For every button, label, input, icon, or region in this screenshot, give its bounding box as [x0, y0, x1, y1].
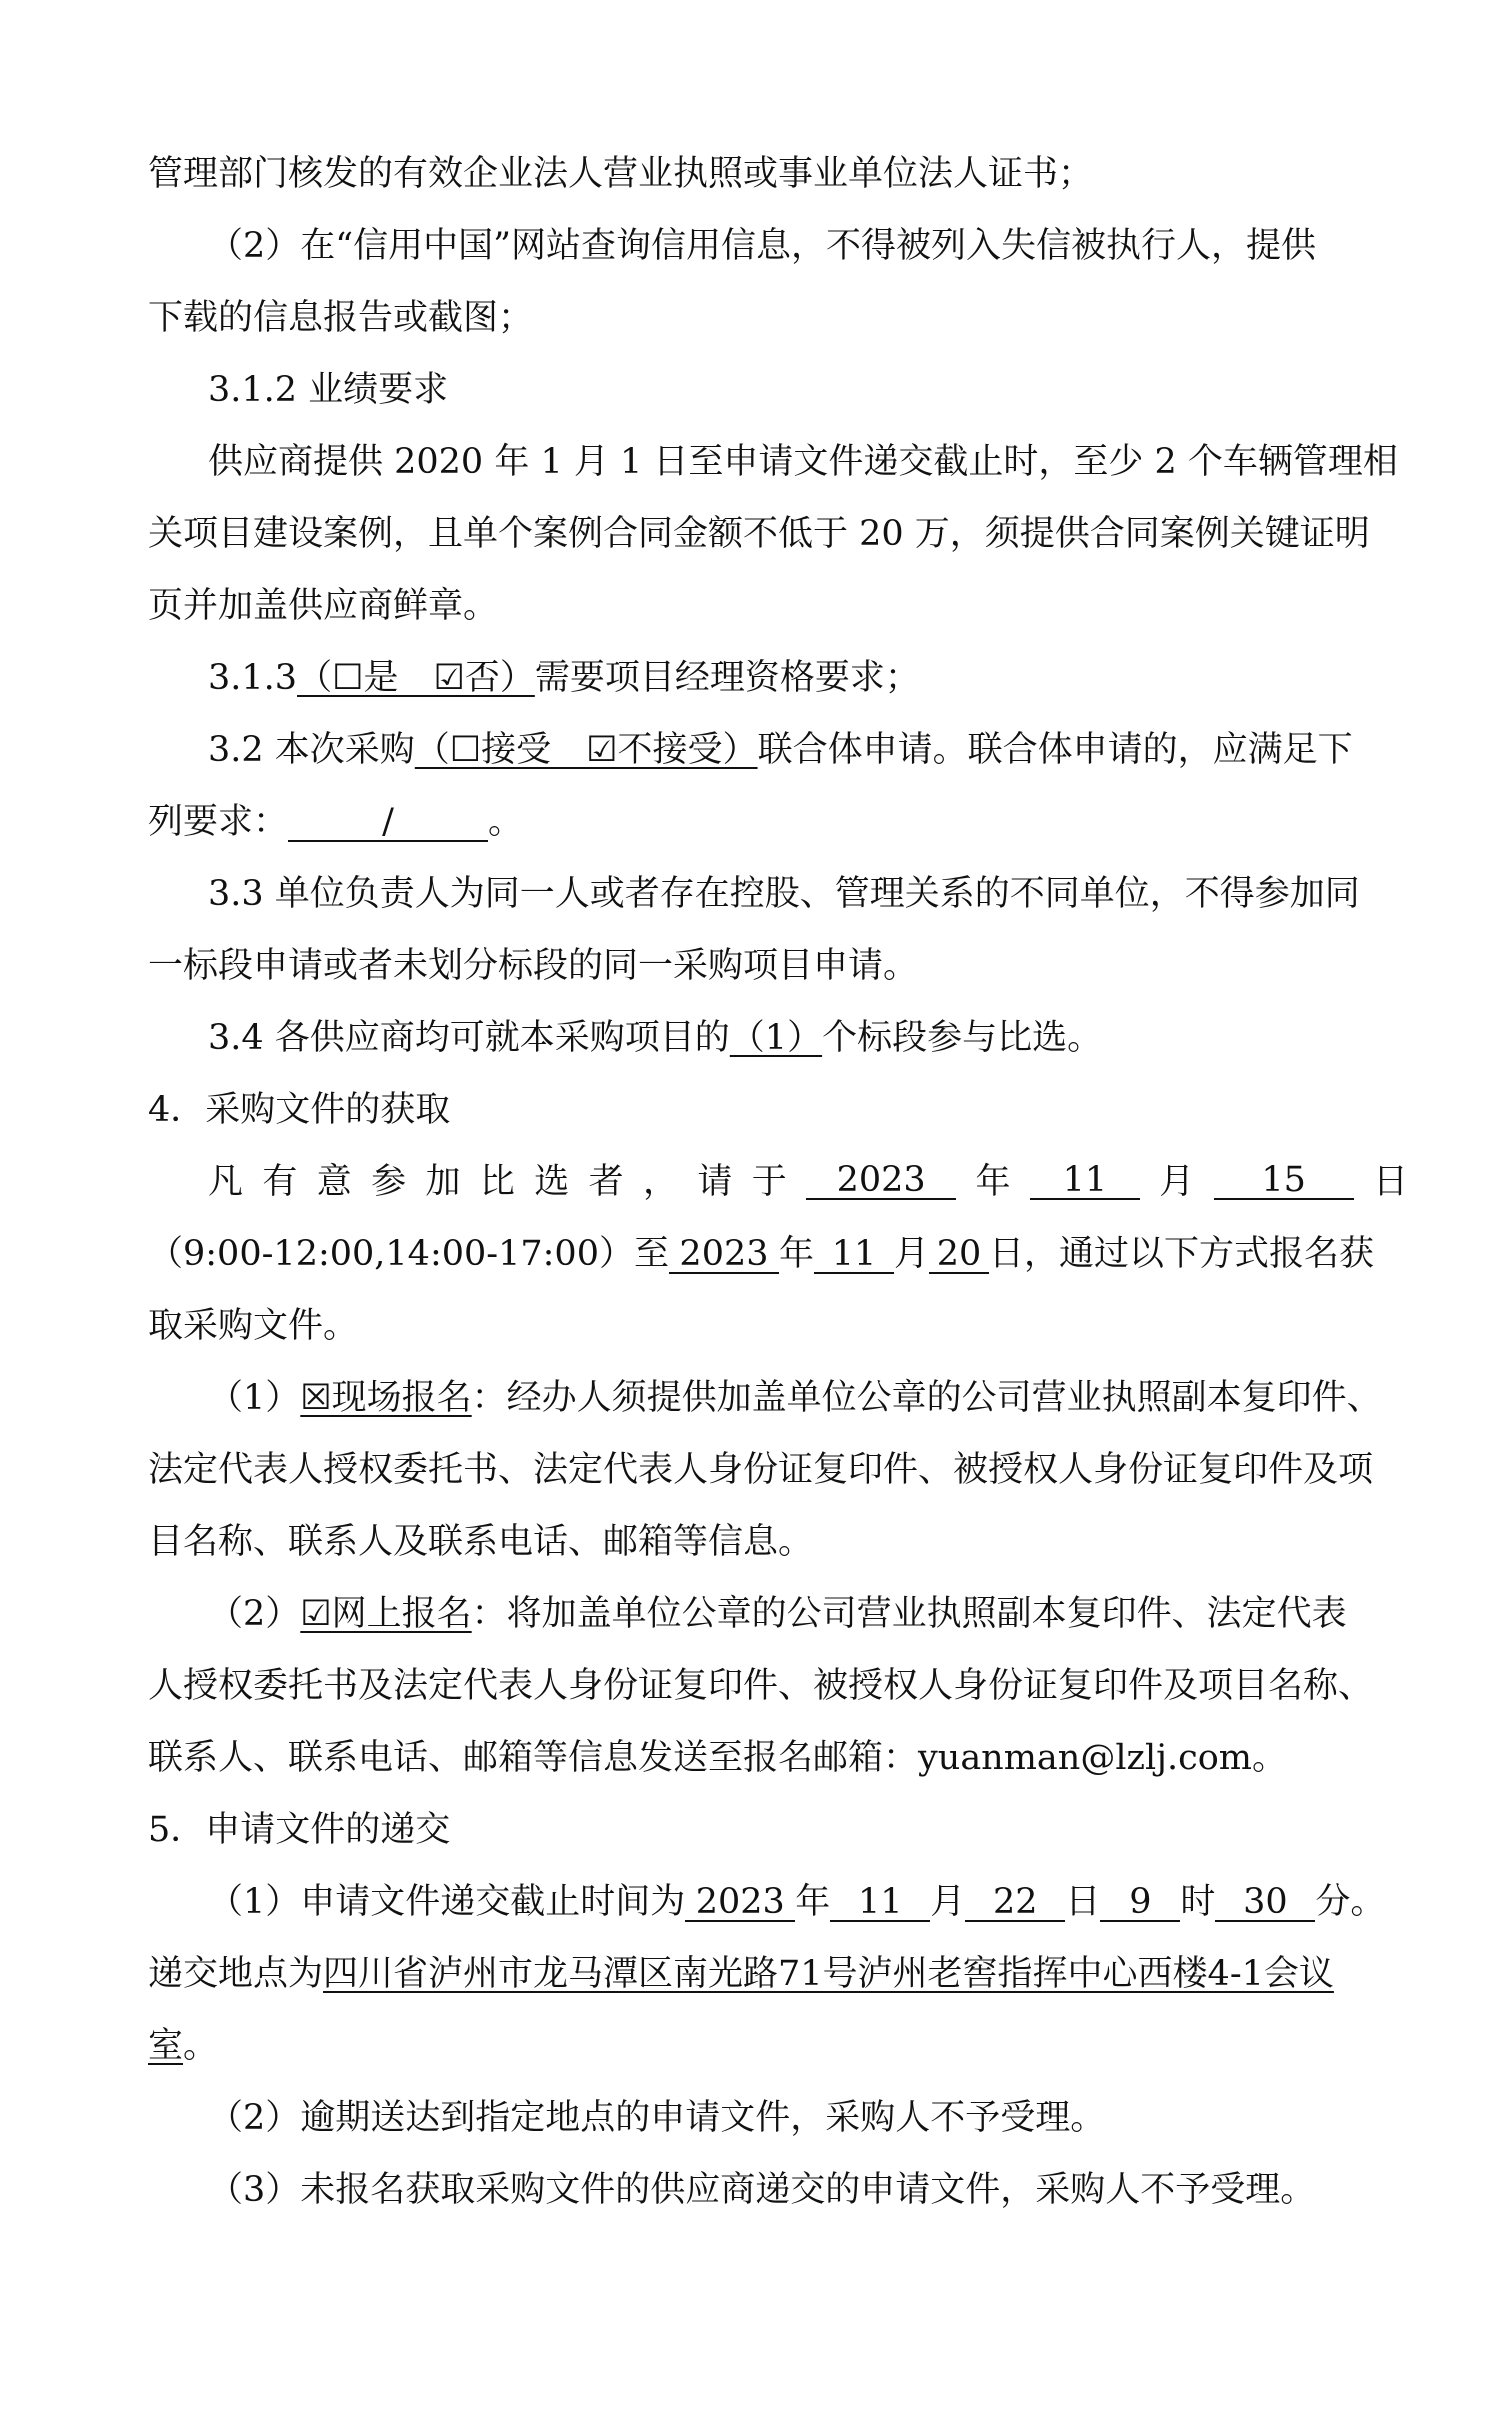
text: 意: [316, 1162, 352, 1202]
text: 页并加盖供应商鲜章。: [148, 586, 499, 626]
text: 3.3 单位负责人为同一人或者存在控股、管理关系的不同单位，不得参加同: [208, 874, 1360, 914]
text: 5．申请文件的递交: [148, 1810, 451, 1850]
start-year: 2023: [806, 1158, 956, 1200]
text: 取采购文件。: [148, 1306, 359, 1346]
text: 日: [1372, 1162, 1408, 1202]
text: 人授权委托书及法定代表人身份证复印件、被授权人身份证复印件及项目名称、: [148, 1666, 1374, 1706]
paragraph-line: [148, 1446, 1408, 1494]
text: 下载的信息报告或截图；: [148, 298, 534, 338]
text: ：经办人须提供加盖单位公章的公司营业执照副本复印件、: [471, 1378, 1382, 1418]
text: 。: [183, 2026, 219, 2066]
text: 选: [534, 1162, 570, 1202]
submission-address: 四川省泸州市龙马潭区南光路71号泸州老窖指挥中心西楼4-1会议: [323, 1954, 1334, 1994]
text: 比: [479, 1162, 515, 1202]
text: 者: [588, 1162, 624, 1202]
deadline-minute: 30: [1215, 1880, 1315, 1922]
text: 月: [893, 1234, 929, 1274]
text: 凡: [208, 1162, 244, 1202]
text: （2）逾期送达到指定地点的申请文件，采购人不予受理。: [208, 2098, 1106, 2138]
text: 法定代表人授权委托书、法定代表人身份证复印件、被授权人身份证复印件及项: [148, 1450, 1374, 1490]
consortium-checkbox-group: （☐接受 ☑不接受）: [414, 730, 758, 770]
text: （9:00-12:00,14:00-17:00）至: [148, 1234, 669, 1274]
paragraph-line: [208, 2094, 1408, 2142]
deadline-year: 2023: [685, 1880, 795, 1922]
text: （3）未报名获取采购文件的供应商递交的申请文件，采购人不予受理。: [208, 2170, 1316, 2210]
paragraph-line: [208, 438, 1408, 486]
text: 于: [751, 1162, 787, 1202]
text: 需要项目经理资格要求；: [534, 658, 920, 698]
end-year: 2023: [669, 1232, 779, 1274]
paragraph-line: [148, 942, 1408, 990]
text: 关项目建设案例，且单个案例合同金额不低于 20 万，须提供合同案例关键证明: [148, 514, 1370, 554]
text: 分。: [1315, 1882, 1386, 1922]
text: 日: [1065, 1882, 1101, 1922]
text: 联合体申请。联合体申请的，应满足下: [757, 730, 1353, 770]
text: 管理部门核发的有效企业法人营业执照或事业单位法人证书；: [148, 154, 1094, 194]
text: ：将加盖单位公章的公司营业执照副本复印件、法定代表: [471, 1594, 1347, 1634]
text: 时: [1180, 1882, 1216, 1922]
paragraph-line: [148, 150, 1408, 198]
text: 有: [262, 1162, 298, 1202]
deadline-hour: 9: [1100, 1880, 1180, 1922]
section-heading: [148, 1806, 1408, 1854]
text: 3.2 本次采购: [208, 730, 415, 770]
text: 年: [975, 1162, 1011, 1202]
text: 递交地点为: [148, 1954, 324, 1994]
paragraph-line: [208, 726, 1408, 774]
fill-blank: /: [288, 800, 488, 842]
end-day: 20: [929, 1232, 989, 1274]
text: 参: [371, 1162, 407, 1202]
text: 加: [425, 1162, 461, 1202]
text: 4．采购文件的获取: [148, 1090, 451, 1130]
paragraph-line: [208, 870, 1408, 918]
paragraph-line: [148, 294, 1408, 342]
text: 。: [488, 802, 524, 842]
lot-count: （1）: [729, 1018, 823, 1058]
text: 年: [795, 1882, 831, 1922]
paragraph-line: [208, 1158, 1408, 1206]
paragraph-line: [148, 1302, 1408, 1350]
text: 一标段申请或者未划分标段的同一采购项目申请。: [148, 946, 919, 986]
text: 个标段参与比选。: [822, 1018, 1103, 1058]
paragraph-line: [208, 222, 1408, 270]
text: （1）申请文件递交截止时间为: [208, 1882, 686, 1922]
text: 目名称、联系人及联系电话、邮箱等信息。: [148, 1522, 814, 1562]
deadline-month: 11: [830, 1880, 930, 1922]
section-heading: [208, 366, 1408, 414]
paragraph-line: [208, 654, 1408, 702]
paragraph-line: [148, 1230, 1408, 1278]
paragraph-line: [208, 1014, 1408, 1062]
paragraph-line: [148, 798, 1408, 846]
text: 年: [778, 1234, 814, 1274]
paragraph-line: [208, 2166, 1408, 2214]
paragraph-line: [208, 1590, 1408, 1638]
text: 3.1.3: [208, 658, 298, 698]
start-day: 15: [1214, 1158, 1354, 1200]
end-month: 11: [814, 1232, 894, 1274]
text: 请: [697, 1162, 733, 1202]
online-registration-checkbox: ☑网上报名: [300, 1594, 472, 1634]
submission-address: 室: [148, 2026, 184, 2066]
start-month: 11: [1030, 1158, 1140, 1200]
text: 供应商提供 2020 年 1 月 1 日至申请文件递交截止时，至少 2 个车辆管理相: [208, 442, 1398, 482]
paragraph-line: [208, 1878, 1408, 1926]
pm-requirement-checkbox-group: （☐是 ☑否）: [297, 658, 535, 698]
text: （2）: [208, 1594, 301, 1634]
text: 月: [930, 1882, 966, 1922]
text: 联系人、联系电话、邮箱等信息发送至报名邮箱：yuanman@lzlj.com。: [148, 1738, 1287, 1778]
paragraph-line: [148, 510, 1408, 558]
onsite-registration-checkbox: ☒现场报名: [300, 1378, 472, 1418]
paragraph-line: [148, 1734, 1408, 1782]
text: ，: [643, 1162, 679, 1202]
paragraph-line: [148, 2022, 1408, 2070]
paragraph-line: [148, 582, 1408, 630]
text: 列要求：: [148, 802, 289, 842]
text: （1）: [208, 1378, 301, 1418]
text: 3.4 各供应商均可就本采购项目的: [208, 1018, 730, 1058]
paragraph-line: [148, 1950, 1408, 1998]
text: 日，通过以下方式报名获: [989, 1234, 1375, 1274]
text: （2）在“信用中国”网站查询信用信息，不得被列入失信被执行人，提供: [208, 226, 1317, 266]
text: 月: [1159, 1162, 1195, 1202]
deadline-day: 22: [965, 1880, 1065, 1922]
paragraph-line: [208, 1374, 1408, 1422]
section-heading: [148, 1086, 1408, 1134]
paragraph-line: [148, 1662, 1408, 1710]
text: 3.1.2 业绩要求: [208, 370, 449, 410]
paragraph-line: [148, 1518, 1408, 1566]
